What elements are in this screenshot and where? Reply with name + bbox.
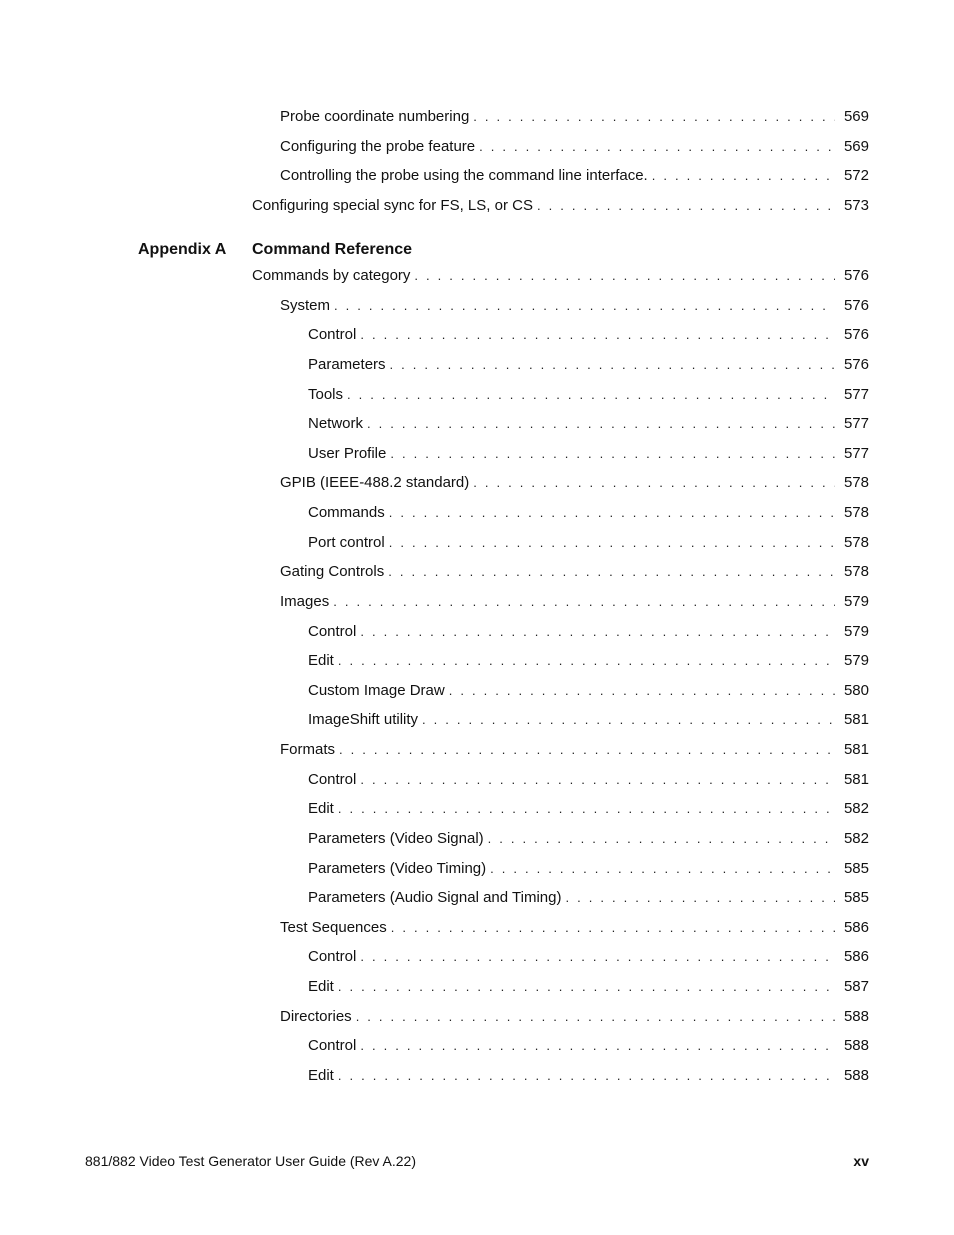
dot-leader <box>479 137 835 157</box>
toc-page-number: 585 <box>843 860 869 877</box>
toc-entry-title: Network <box>308 415 364 432</box>
toc-entry-title: Directories <box>280 1008 352 1025</box>
toc-entry-gpib[interactable] <box>280 473 869 493</box>
toc-entry-system-control[interactable] <box>308 325 869 345</box>
toc-page-number: 578 <box>843 504 869 521</box>
dot-leader <box>356 1007 835 1027</box>
toc-entry-gpib-port-control[interactable] <box>308 533 869 553</box>
dot-leader <box>422 710 835 730</box>
toc-entry-title: GPIB (IEEE-488.2 standard) <box>280 474 470 491</box>
toc-entry-title: Controlling the probe using the command line interface. <box>280 167 648 184</box>
toc-entry-title: Tools <box>308 386 344 403</box>
toc-entry-configuring-probe-feature[interactable] <box>280 137 869 157</box>
dot-leader <box>367 414 835 434</box>
dot-leader <box>347 385 835 405</box>
dot-leader <box>488 829 835 849</box>
dot-leader <box>390 355 835 375</box>
footer-page-number: xv <box>853 1153 869 1169</box>
toc-entry-title: Parameters (Video Timing) <box>308 860 487 877</box>
toc-page-number: 586 <box>843 948 869 965</box>
toc-page-number: 569 <box>843 138 869 155</box>
toc-entry-title: Edit <box>308 800 334 817</box>
toc-entry-images-control[interactable] <box>308 622 869 642</box>
dot-leader <box>338 977 835 997</box>
toc-entry-directories[interactable] <box>280 1007 869 1027</box>
toc-page-number: 588 <box>843 1067 869 1084</box>
dot-leader <box>565 888 835 908</box>
toc-entry-title: Gating Controls <box>280 563 385 580</box>
toc-entry-title: Control <box>308 771 357 788</box>
toc-entry-system-network[interactable] <box>308 414 869 434</box>
toc-page-number: 579 <box>843 652 869 669</box>
toc-entry-configuring-special-sync[interactable] <box>252 196 869 216</box>
toc-entry-test-sequences[interactable] <box>280 918 869 938</box>
toc-entry-title: Commands <box>308 504 385 521</box>
dot-leader <box>390 444 835 464</box>
toc-entry-title: Control <box>308 326 357 343</box>
toc-entry-title: Control <box>308 948 357 965</box>
toc-entry-directories-edit[interactable] <box>308 1066 869 1086</box>
toc-page-number: 582 <box>843 800 869 817</box>
dot-leader <box>473 107 835 127</box>
toc-entry-title: Probe coordinate numbering <box>280 108 470 125</box>
appendix-title[interactable]: Command Reference <box>252 241 413 258</box>
toc-page-number: 576 <box>843 267 869 284</box>
toc-entry-title: Port control <box>308 534 385 551</box>
toc-entry-gating-controls[interactable] <box>280 562 869 582</box>
toc-page-number: 579 <box>843 593 869 610</box>
dot-leader <box>339 740 835 760</box>
toc-page-number: 588 <box>843 1008 869 1025</box>
toc-entry-images-edit[interactable] <box>308 651 869 671</box>
toc-entry-title: Parameters (Audio Signal and Timing) <box>308 889 562 906</box>
dot-leader <box>360 622 835 642</box>
toc-page-number: 579 <box>843 623 869 640</box>
toc-entry-title: Configuring special sync for FS, LS, or CS <box>252 197 533 214</box>
toc-entry-title: Control <box>308 623 357 640</box>
toc-entry-test-sequences-edit[interactable] <box>308 977 869 997</box>
footer-document-title: 881/882 Video Test Generator User Guide (Rev A.22) <box>85 1153 417 1169</box>
toc-page-number: 581 <box>843 711 869 728</box>
toc-entry-title: Test Sequences <box>280 919 387 936</box>
toc-entry-images[interactable] <box>280 592 869 612</box>
toc-page-number: 573 <box>843 197 869 214</box>
toc-entry-title: Formats <box>280 741 336 758</box>
dot-leader <box>449 681 835 701</box>
toc-entry-test-sequences-control[interactable] <box>308 947 869 967</box>
dot-leader <box>389 503 835 523</box>
toc-entry-title: Edit <box>308 1067 334 1084</box>
dot-leader <box>334 296 835 316</box>
dot-leader <box>652 166 835 186</box>
toc-page-number: 569 <box>843 108 869 125</box>
toc-entry-title: Commands by category <box>252 267 411 284</box>
toc-page-number: 578 <box>843 563 869 580</box>
toc-entry-formats-control[interactable] <box>308 770 869 790</box>
toc-page-number: 577 <box>843 415 869 432</box>
toc-entry-formats-edit[interactable] <box>308 799 869 819</box>
toc-page-number: 572 <box>843 167 869 184</box>
toc-page-number: 588 <box>843 1037 869 1054</box>
toc-entry-parameters-video-signal[interactable] <box>308 829 869 849</box>
toc-page-number: 576 <box>843 356 869 373</box>
toc-entry-imageshift-utility[interactable] <box>308 710 869 730</box>
dot-leader <box>388 562 835 582</box>
toc-entry-parameters-video-timing[interactable] <box>308 859 869 879</box>
dot-leader <box>414 266 835 286</box>
toc-page-number: 586 <box>843 919 869 936</box>
toc-entry-title: Configuring the probe feature <box>280 138 476 155</box>
toc-page-number: 578 <box>843 534 869 551</box>
dot-leader <box>360 325 835 345</box>
toc-entry-formats[interactable] <box>280 740 869 760</box>
toc-page-number: 581 <box>843 771 869 788</box>
toc-entry-custom-image-draw[interactable] <box>308 681 869 701</box>
toc-entry-parameters-audio[interactable] <box>308 888 869 908</box>
toc-entry-title: User Profile <box>308 445 387 462</box>
appendix-label: Appendix A <box>138 241 227 258</box>
dot-leader <box>338 651 835 671</box>
toc-page-number: 582 <box>843 830 869 847</box>
toc-entry-title: Images <box>280 593 330 610</box>
toc-page-number: 578 <box>843 474 869 491</box>
toc-entry-title: Custom Image Draw <box>308 682 445 699</box>
toc-entry-system-user-profile[interactable] <box>308 444 869 464</box>
toc-entry-system-parameters[interactable] <box>308 355 869 375</box>
toc-page-number: 587 <box>843 978 869 995</box>
toc-page-number: 576 <box>843 297 869 314</box>
toc-entry-system[interactable] <box>280 296 869 316</box>
dot-leader <box>473 473 835 493</box>
toc-entry-title: ImageShift utility <box>308 711 419 728</box>
toc-page-number: 576 <box>843 326 869 343</box>
dot-leader <box>338 799 835 819</box>
toc-entry-system-tools[interactable] <box>308 385 869 405</box>
toc-entry-title: Control <box>308 1037 357 1054</box>
dot-leader <box>391 918 835 938</box>
toc-page-number: 585 <box>843 889 869 906</box>
toc-entry-gpib-commands[interactable] <box>308 503 869 523</box>
dot-leader <box>360 770 835 790</box>
toc-entry-probe-coordinate-numbering[interactable] <box>280 107 869 127</box>
toc-entry-title: Parameters <box>308 356 386 373</box>
toc-page-number: 581 <box>843 741 869 758</box>
toc-entry-commands-by-category[interactable] <box>252 266 869 286</box>
toc-page-number: 577 <box>843 445 869 462</box>
dot-leader <box>333 592 835 612</box>
dot-leader <box>360 947 835 967</box>
dot-leader <box>537 196 835 216</box>
dot-leader <box>338 1066 835 1086</box>
toc-entry-title: Parameters (Video Signal) <box>308 830 484 847</box>
toc-page-number: 577 <box>843 386 869 403</box>
toc-entry-title: Edit <box>308 978 334 995</box>
toc-entry-title: Edit <box>308 652 334 669</box>
dot-leader <box>490 859 835 879</box>
toc-entry-title: System <box>280 297 331 314</box>
toc-entry-controlling-probe-cli[interactable] <box>280 166 869 186</box>
toc-page-number: 580 <box>843 682 869 699</box>
toc-entry-directories-control[interactable] <box>308 1036 869 1056</box>
dot-leader <box>389 533 835 553</box>
dot-leader <box>360 1036 835 1056</box>
